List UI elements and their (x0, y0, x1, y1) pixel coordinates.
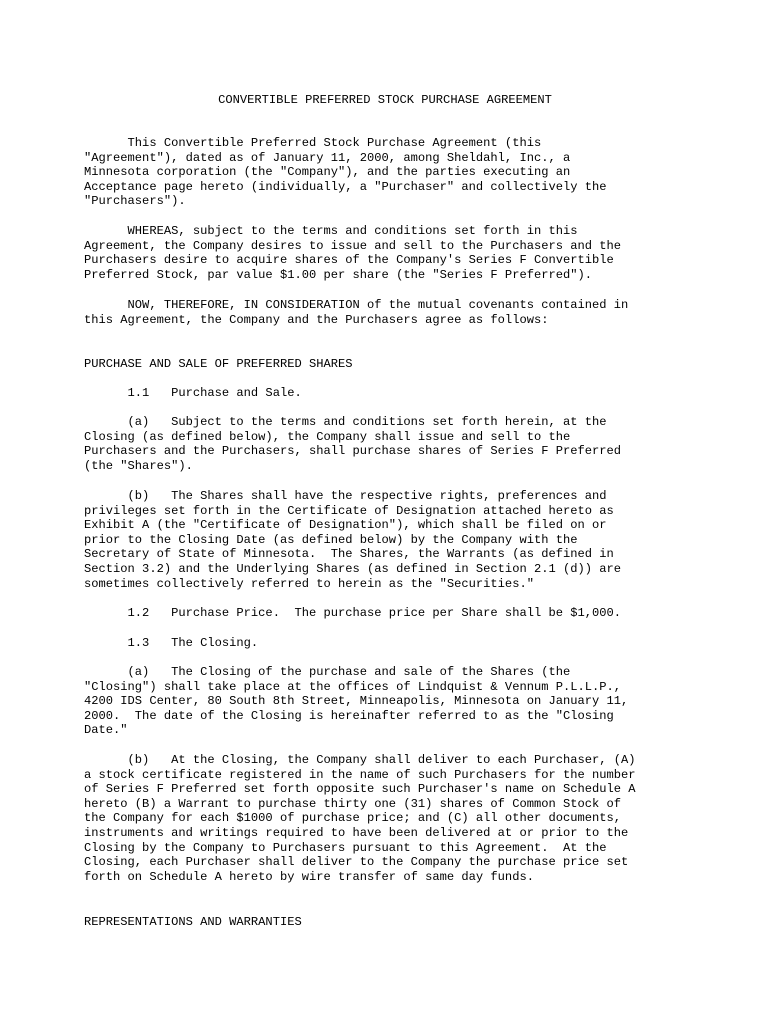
section-1-3-b-paragraph: (b) At the Closing, the Company shall deliver to each Purchaser, (A) a stock certificate registered in the name of such Purchasers for the number of Series F Preferred set forth opposite such Purchaser's name on Schedule A hereto (B) a Warrant to purchase thirty one (31) shares of Common Stock of the Company for each $1000 of purchase price; and (C) all other documents, instruments and writings required to have been delivered at or prior to the Closing by the Company to Purchasers pursuant to this Agreement. At the Closing, each Purchaser shall deliver to the Company the purchase price set forth on Schedule A hereto by wire transfer of same day funds. (84, 753, 636, 884)
section-1-1-a-paragraph: (a) Subject to the terms and conditions set forth herein, at the Closing (as defined below), the Company shall issue and sell to the Purchasers and the Purchasers, shall purchase shares of Series F Preferred (the "Shares"). (84, 415, 622, 473)
document-title: CONVERTIBLE PREFERRED STOCK PURCHASE AGREEMENT (218, 93, 552, 107)
section-1-1-b-paragraph: (b) The Shares shall have the respective rights, preferences and privileges set forth in the Certificate of Designation attached hereto as Exhibit A (the "Certificate of Designation"), which shall be filed on or prior to the Closing Date (as defined below) by the Company with the Secretary of State of Minnesota. The Shares, the Warrants (as defined in Section 3.2) and the Underlying Shares (as defined in Section 2.1 (d)) are sometimes collectively referred to herein as the "Securities." (84, 489, 622, 591)
intro-paragraph: This Convertible Preferred Stock Purchase Agreement (this "Agreement"), dated as of January 11, 2000, among Sheldahl, Inc., a Minnesota corporation (the "Company"), and the parties executing an Acceptance page hereto (individually, a "Purchaser" and collectively the "Purchasers"). (84, 136, 607, 209)
section-1-3-a-paragraph: (a) The Closing of the purchase and sale of the Shares (the "Closing") shall take place at the offices of Lindquist & Vennum P.L.L.P., 4200 IDS Center, 80 South 8th Street, Minneapolis, Minnesota on January 11, 2000. The date of the Closing is hereinafter referred to as the "Closing Date." (84, 665, 629, 738)
whereas-paragraph: WHEREAS, subject to the terms and conditions set forth in this Agreement, the Company desires to issue and sell to the Purchasers and the Purchasers desire to acquire shares of the Company's Series F Convertible Preferred Stock, par value $1.00 per share (the "Series F Preferred"). (84, 224, 622, 282)
section-heading-purchase-and-sale: PURCHASE AND SALE OF PREFERRED SHARES (84, 357, 353, 371)
now-therefore-paragraph: NOW, THEREFORE, IN CONSIDERATION of the mutual covenants contained in this Agreement, the Company and the Purchasers agree as follows: (84, 298, 629, 327)
section-heading-representations: REPRESENTATIONS AND WARRANTIES (84, 915, 302, 929)
section-1-2-paragraph: 1.2 Purchase Price. The purchase price per Share shall be $1,000. (84, 606, 622, 620)
section-1-3-heading: 1.3 The Closing. (84, 636, 259, 650)
section-1-1-heading: 1.1 Purchase and Sale. (84, 386, 302, 400)
